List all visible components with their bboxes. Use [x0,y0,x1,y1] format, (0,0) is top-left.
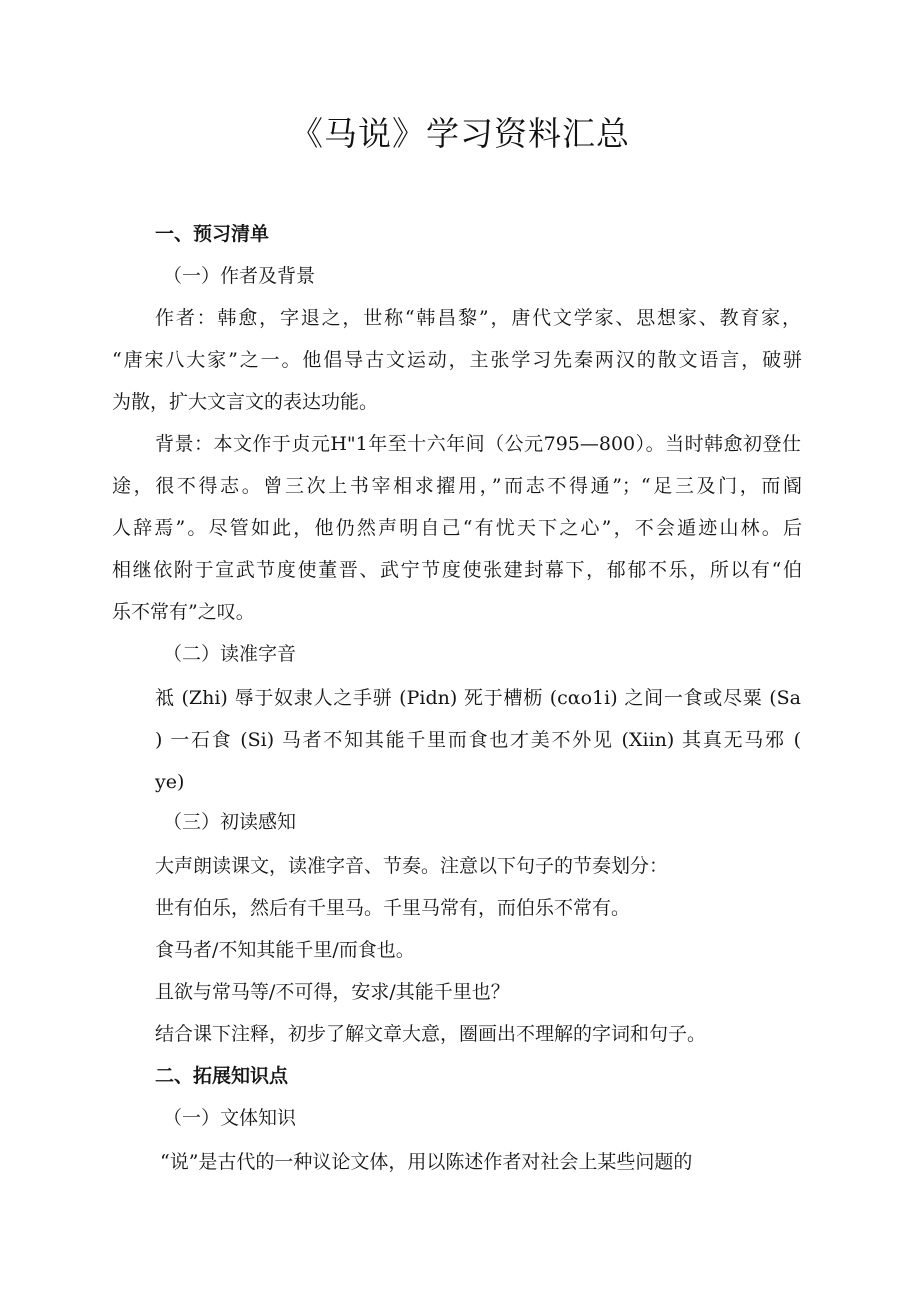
genre-paragraph-line-1: “说”是古代的一种议论文体，用以陈述作者对社会上某些问题的 [160,1151,693,1173]
author-paragraph-line-3: 为散，扩大文言文的表达功能。 [112,391,379,413]
reading-line-2: 世有伯乐，然后有千里马。千里马常有，而伯乐不常有。 [155,897,631,919]
pronunciation-line-2: ) 一石食 (Si) 马者不知其能千里而食也才美不外见 (Xiin) 其真无马邪 ( [155,729,801,751]
background-paragraph-line-2: 途，很不得志。曾三次上书宰相求擢用，”而志不得通”；“足三及门，而阍 [112,475,802,497]
subheading-pronunciation: （二）读准字音 [163,643,297,665]
document-title: 《马说》学习资料汇总 [290,114,630,153]
section-heading-extension: 二、拓展知识点 [155,1065,289,1087]
background-paragraph-line-1: 背景：本文作于贞元H"1年至十六年间（公元795—800）。当时韩愈初登仕 [155,433,801,455]
reading-line-3: 食马者/不知其能千里/而食也。 [155,939,415,961]
pronunciation-line-3: ye) [155,771,185,793]
subheading-genre: （一）文体知识 [163,1107,297,1129]
subheading-author-background: （一）作者及背景 [163,265,316,287]
author-paragraph-line-1: 作者：韩愈，字退之，世称“韩昌黎”，唐代文学家、思想家、教育家， [155,307,801,329]
reading-line-4: 且欲与常马等/不可得，安求/其能千里也？ [155,981,510,1003]
author-paragraph-line-2: “唐宋八大家”之一。他倡导古文运动，主张学习先秦两汉的散文语言，破骈 [112,349,802,371]
pronunciation-line-1: 祗 (Zhi) 辱于奴隶人之手骈 (Pidn) 死于槽枥 (cαo1i) 之间一食或尽粟 (Sa [155,687,801,709]
reading-line-5: 结合课下注释，初步了解文章大意，圈画出不理解的字词和句子。 [155,1023,707,1045]
reading-line-1: 大声朗读课文，读准字音、节奏。注意以下句子的节奏划分： [155,855,669,877]
background-paragraph-line-3: 人辞焉”。尽管如此，他仍然声明自己“有忧天下之心”，不会遁迹山林。后 [112,517,802,539]
section-heading-preview: 一、预习清单 [155,223,270,245]
background-paragraph-line-5: 乐不常有”之叹。 [112,601,255,623]
background-paragraph-line-4: 相继依附于宣武节度使董晋、武宁节度使张建封幕下，郁郁不乐，所以有“伯 [112,559,802,581]
subheading-first-reading: （三）初读感知 [163,811,297,833]
